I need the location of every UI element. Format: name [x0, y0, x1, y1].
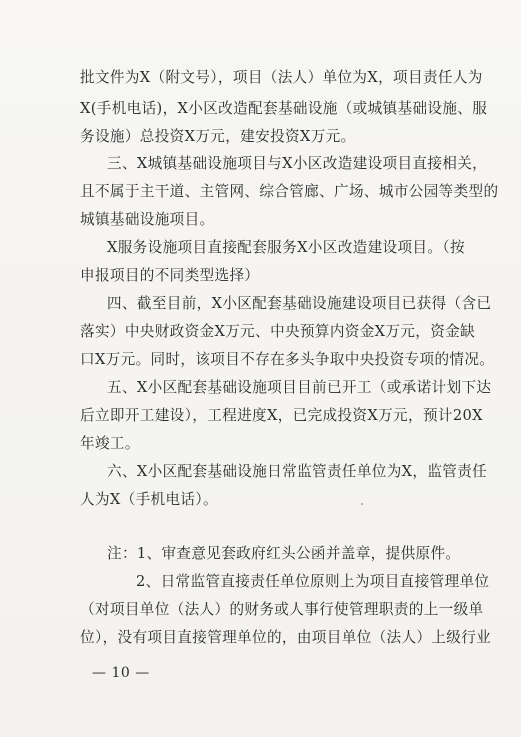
note-line: 位），没有项目直接管理单位的，由项目单位（法人）上级行业 — [80, 629, 492, 646]
paragraph-line: 且不属于主干道、主管网、综合管廊、广场、城市公园等类型的 — [80, 183, 499, 200]
paragraph-line: 四、截至目前，X小区配套基础设施建设项目已获得（含已 — [107, 295, 492, 312]
paragraph-line: 后立即开工建设），工程进度X，已完成投资X万元，预计20X — [80, 407, 483, 424]
note-line: 注：1、审查意见套政府红头公函并盖章，提供原件。 — [107, 545, 461, 562]
paragraph-line: 城镇基础设施项目。 — [80, 211, 215, 228]
page-number: — 10 — — [92, 665, 150, 681]
paragraph-line: X服务设施项目直接配套服务X小区改造建设项目。（按 — [107, 239, 465, 256]
paragraph-line: 批文件为X（附文号），项目（法人）单位为X，项目责任人为 — [80, 69, 483, 86]
paragraph-line: X(手机电话)，X小区改造配套基础设施（或城镇基础设施、服 — [80, 100, 488, 117]
paragraph-line: 三、X城镇基础设施项目与X小区改造建设项目直接相关， — [107, 155, 488, 172]
scan-speck — [361, 503, 363, 505]
note-line: 2、日常监管直接责任单位原则上为项目直接管理单位 — [136, 573, 490, 590]
note-line: （对项目单位（法人）的财务或人事行使管理职责的上一级单 — [80, 601, 484, 618]
paragraph-line: 务设施）总投资X万元，建安投资X万元。 — [80, 128, 356, 145]
paragraph-line: 年竣工。 — [80, 435, 140, 452]
paragraph-line: 口X万元。同时，该项目不存在多头争取中央投资专项的情况。 — [80, 351, 495, 368]
paragraph-line: 五、X小区配套基础设施项目目前已开工（或承诺计划下达 — [107, 379, 492, 396]
paragraph-line: 人为X（手机电话）。 — [80, 491, 218, 508]
paragraph-line: 落实）中央财政资金X万元、中央预算内资金X万元，资金缺 — [80, 323, 476, 340]
paragraph-line: 申报项目的不同类型选择） — [80, 267, 260, 284]
paragraph-line: 六、X小区配套基础设施日常监管责任单位为X，监管责任 — [107, 463, 488, 480]
